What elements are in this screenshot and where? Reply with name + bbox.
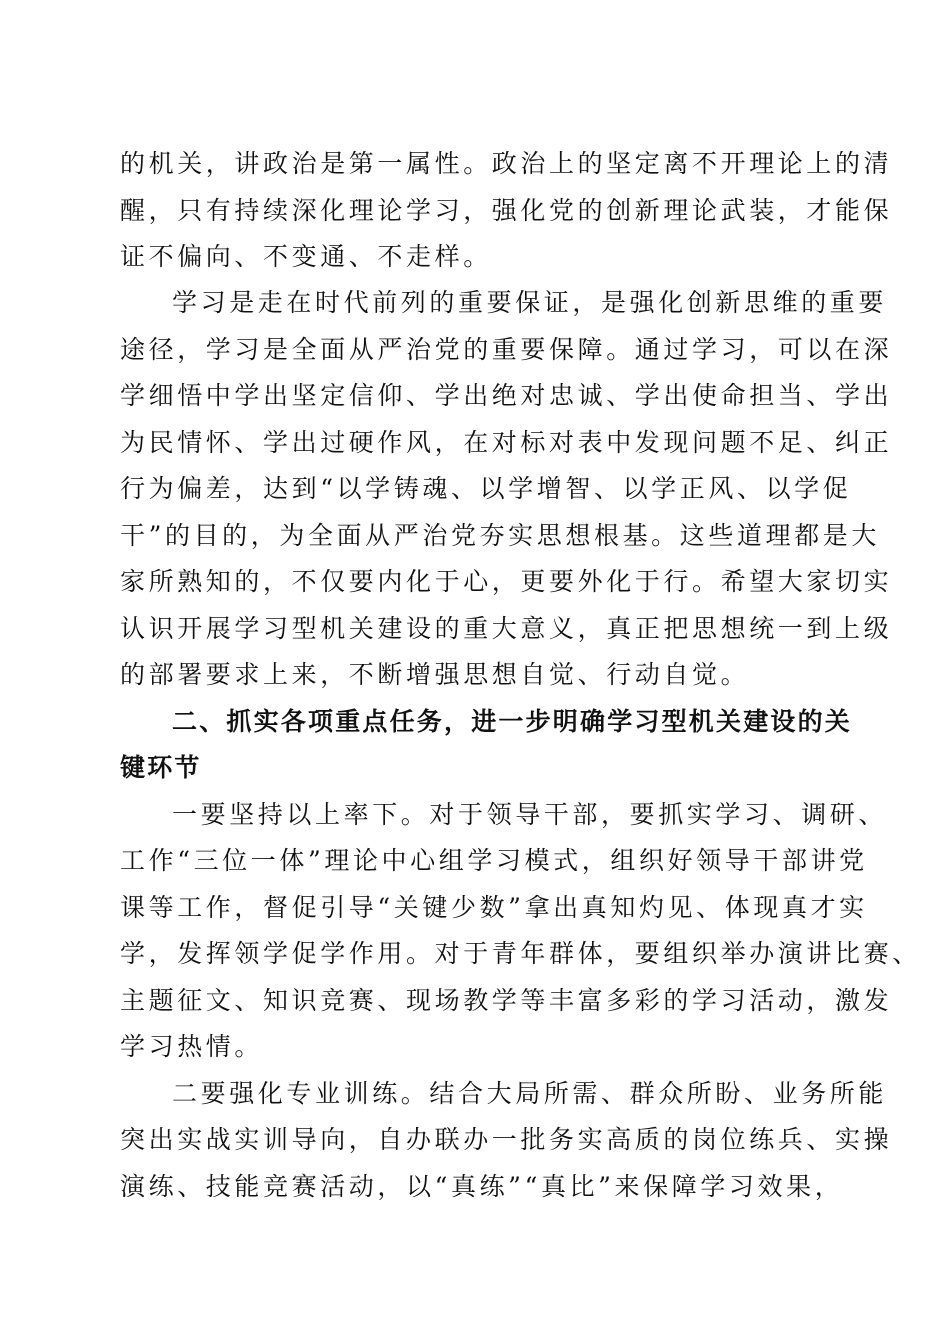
section-heading: 键环节 xyxy=(120,753,202,782)
text-line: 证不偏向、不变通、不走样。 xyxy=(120,242,492,271)
text-line: 一要坚持以上率下。对于领导干部，要抓实学习、调研、 xyxy=(172,800,888,829)
text-line: 认识开展学习型机关建设的重大意义，真正把思想统一到上级 xyxy=(120,614,893,643)
text-line: 为民情怀、学出过硬作风，在对标对表中发现问题不足、纠正 xyxy=(120,428,893,457)
text-line: 主题征文、知识竞赛、现场教学等丰富多彩的学习活动，激发 xyxy=(120,986,893,1015)
text-line: 行为偏差，达到“以学铸魂、以学增智、以学正风、以学促 xyxy=(120,474,852,503)
text-line: 突出实战实训导向，自办联办一批务实高质的岗位练兵、实操 xyxy=(120,1125,893,1154)
text-line: 干”的目的，为全面从严治党夯实思想根基。这些道理都是大 xyxy=(120,521,880,550)
text-line: 演练、技能竞赛活动，以“真练”“真比”来保障学习效果， xyxy=(120,1172,844,1201)
text-line: 家所熟知的，不仅要内化于心，更要外化于行。希望大家切实 xyxy=(120,567,893,596)
text-line: 学，发挥领学促学作用。对于青年群体，要组织举办演讲比赛、 xyxy=(120,939,921,968)
text-line: 工作“三位一体”理论中心组学习模式，组织好领导干部讲党 xyxy=(120,846,868,875)
text-line: 课等工作，督促引导“关键少数”拿出真知灼见、体现真才实 xyxy=(120,893,868,922)
text-line: 的机关，讲政治是第一属性。政治上的坚定离不开理论上的清 xyxy=(120,149,893,178)
text-line: 二要强化专业训练。结合大局所需、群众所盼、业务所能 xyxy=(172,1079,888,1108)
text-line: 途径，学习是全面从严治党的重要保障。通过学习，可以在深 xyxy=(120,335,893,364)
text-line: 醒，只有持续深化理论学习，强化党的创新理论武装，才能保 xyxy=(120,196,893,225)
text-line: 学习热情。 xyxy=(120,1032,264,1061)
text-line: 的部署要求上来，不断增强思想自觉、行动自觉。 xyxy=(120,660,750,689)
text-line: 学习是走在时代前列的重要保证，是强化创新思维的重要 xyxy=(172,288,888,317)
text-line: 学细悟中学出坚定信仰、学出绝对忠诚、学出使命担当、学出 xyxy=(120,381,893,410)
section-heading: 二、抓实各项重点任务，进一步明确学习型机关建设的关 xyxy=(172,707,853,736)
